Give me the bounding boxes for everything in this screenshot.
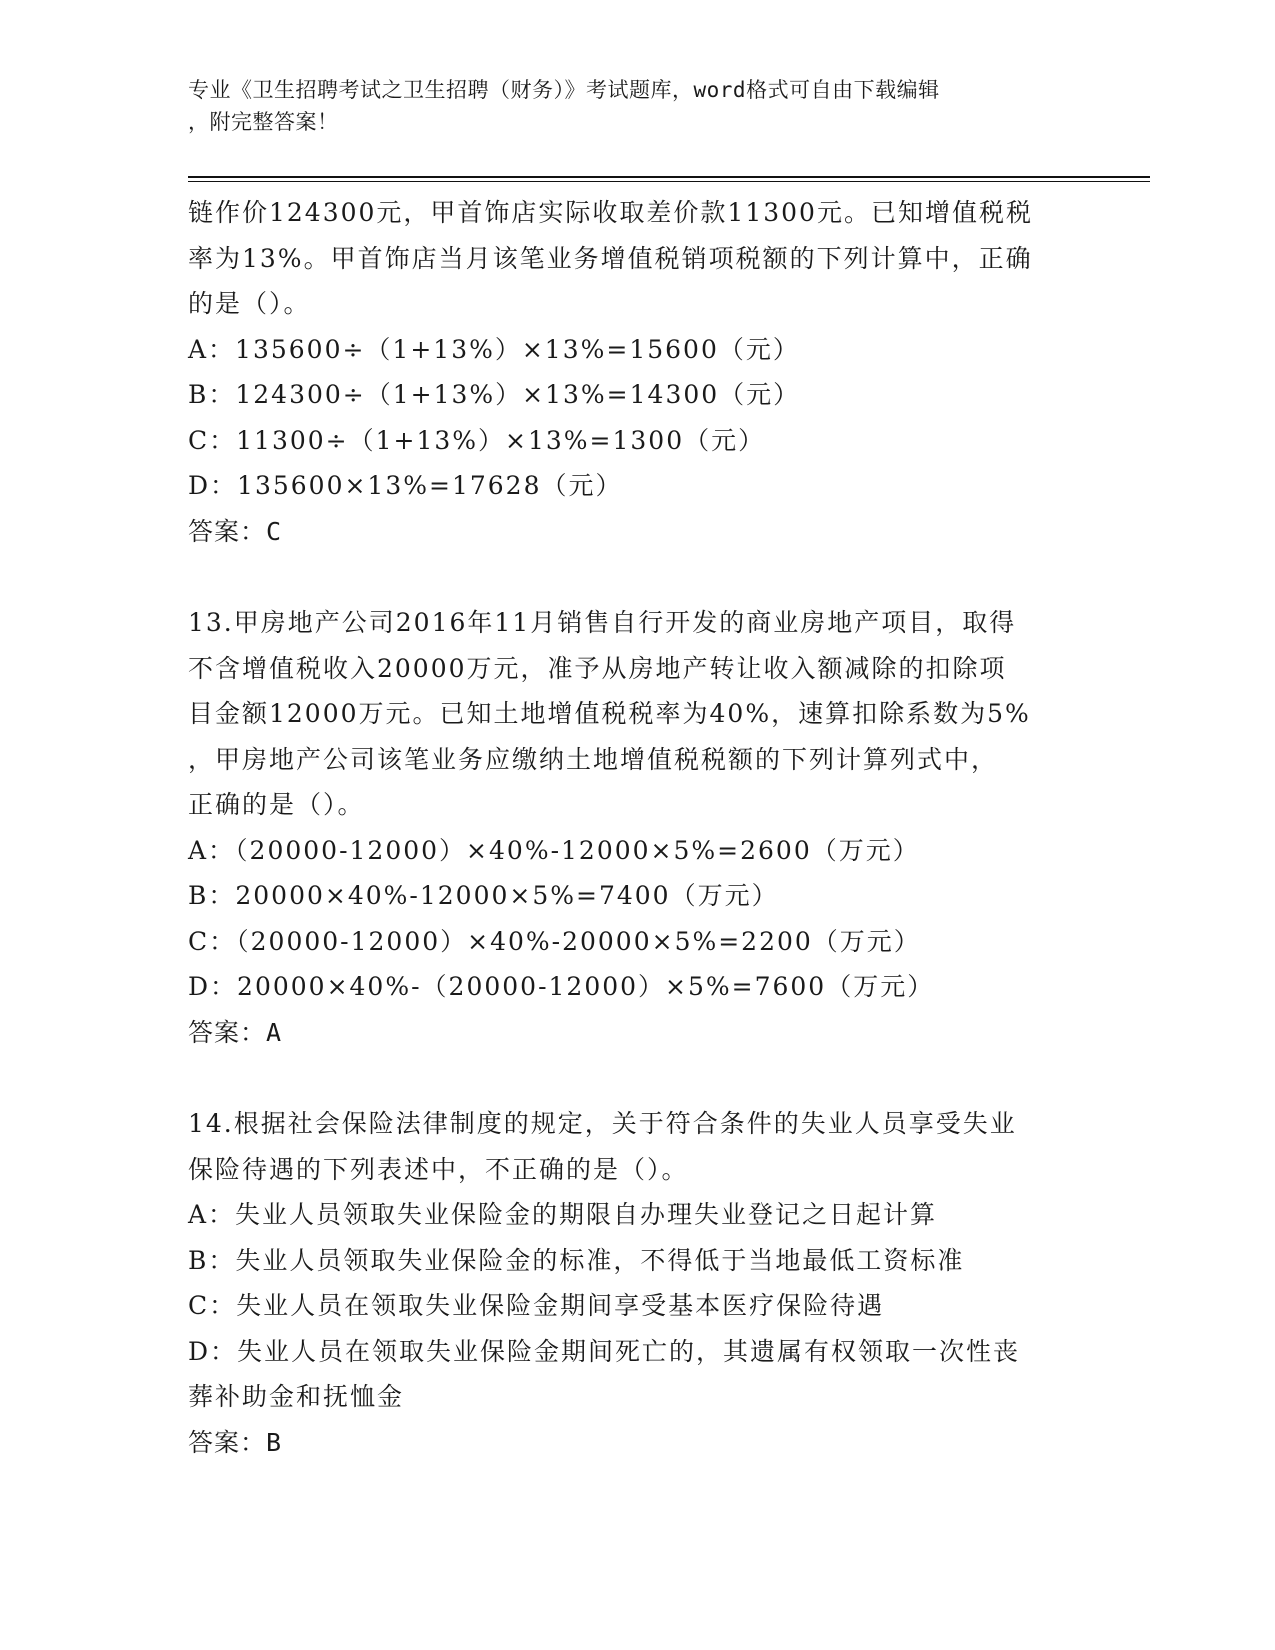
option-b: B：124300÷（1+13%）×13%=14300（元） (188, 380, 801, 409)
option-a: A：失业人员领取失业保险金的期限自办理失业登记之日起计算 (188, 1200, 938, 1229)
header-divider-thin (188, 181, 1150, 182)
question-stem-line: ，甲房地产公司该笔业务应缴纳土地增值税税额的下列计算列式中， (188, 744, 999, 774)
header-divider-thick (188, 176, 1150, 178)
question-14 (188, 1101, 1088, 1465)
page-header (188, 74, 1088, 138)
option-d: D：20000×40%-（20000-12000）×5%=7600（万元） (188, 972, 935, 1001)
question-stem-line: 13.甲房地产公司2016年11月销售自行开发的商业房地产项目，取得 (188, 608, 1017, 637)
option-c: C：11300÷（1+13%）×13%=1300（元） (188, 425, 766, 455)
option-d-continuation: 葬补助金和抚恤金 (188, 1382, 405, 1411)
document-body (188, 190, 1088, 1465)
option-c: C：（20000-12000）×40%-20000×5%=2200（万元） (188, 926, 921, 956)
question-stem-line: 保险待遇的下列表述中，不正确的是（）。 (188, 1154, 689, 1184)
question-13 (188, 600, 1088, 1055)
answer-label: 答案：B (188, 1427, 283, 1457)
question-stem-line: 的是（）。 (188, 289, 311, 318)
header-line-1: 专业《卫生招聘考试之卫生招聘（财务）》考试题库，word格式可自由下载编辑 (188, 78, 940, 102)
question-12 (188, 190, 1088, 554)
option-a: A：（20000-12000）×40%-12000×5%=2600（万元） (188, 835, 920, 865)
answer-label: 答案：C (188, 516, 283, 546)
option-c: C：失业人员在领取失业保险金期间享受基本医疗保险待遇 (188, 1291, 885, 1320)
option-b: B：20000×40%-12000×5%=7400（万元） (188, 881, 779, 910)
question-stem-line: 14.根据社会保险法律制度的规定，关于符合条件的失业人员享受失业 (188, 1109, 1017, 1138)
question-stem-line: 不含增值税收入20000万元，准予从房地产转让收入额减除的扣除项 (188, 653, 1007, 683)
question-stem-line: 率为13%。甲首饰店当月该笔业务增值税销项税额的下列计算中，正确 (188, 243, 1033, 273)
question-stem-line: 链作价124300元，甲首饰店实际收取差价款11300元。已知增值税税 (188, 198, 1033, 227)
paragraph-spacer (188, 554, 1088, 600)
question-stem-line: 正确的是（）。 (188, 790, 365, 819)
option-a: A：135600÷（1+13%）×13%=15600（元） (188, 334, 800, 364)
option-b: B：失业人员领取失业保险金的标准，不得低于当地最低工资标准 (188, 1245, 965, 1275)
option-d: D：失业人员在领取失业保险金期间死亡的，其遗属有权领取一次性丧 (188, 1336, 1021, 1366)
header-line-2: ，附完整答案！ (188, 110, 339, 134)
answer-label: 答案：A (188, 1017, 283, 1047)
option-d: D：135600×13%=17628（元） (188, 471, 623, 500)
paragraph-spacer (188, 1055, 1088, 1101)
question-stem-line: 目金额12000万元。已知土地增值税税率为40%，速算扣除系数为5% (188, 699, 1031, 728)
